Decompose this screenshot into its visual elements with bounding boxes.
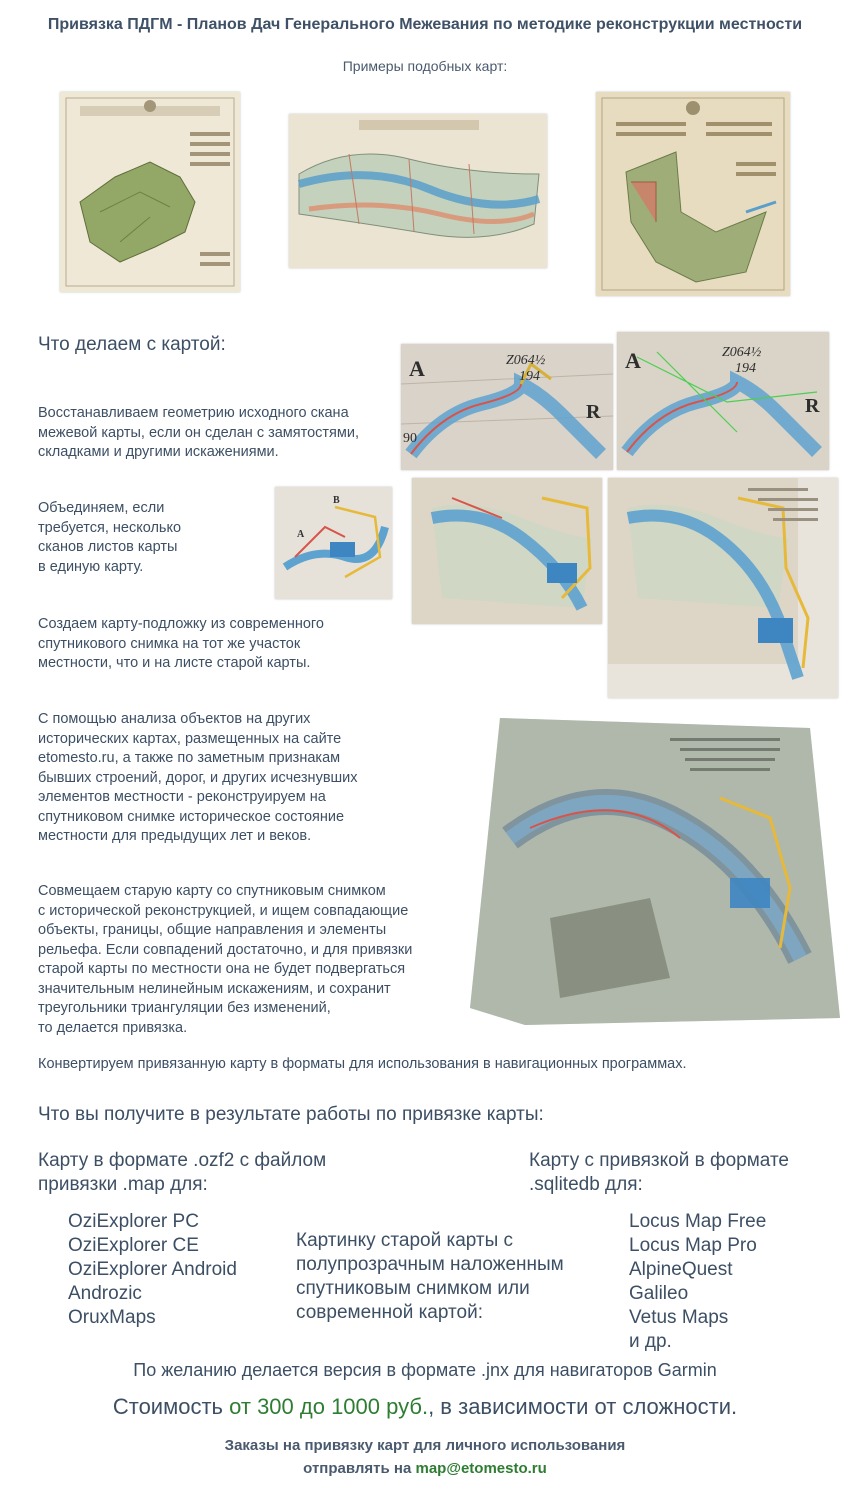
paragraph-line: в единую карту. [38,558,144,575]
paragraph-line: спутниковом снимке историческое состояние [38,808,345,825]
paragraph-line: рельефа. Если совпадений достаточно, и для привязки [38,941,413,958]
map-label-b: B [333,495,340,506]
paragraph-convert: Конвертируем привязанную карту в форматы для использования в навигационных программах. [38,1056,687,1072]
text-line: современной картой: [296,1302,483,1323]
section-heading-what: Что делаем с картой: [38,334,226,355]
map-label-r: R [805,395,820,417]
paragraph-geometry [38,404,359,463]
price-line [0,1394,850,1420]
paragraph-line: спутникового снимка на тот же участок [38,635,301,652]
merged-sheet-1 [412,478,602,624]
restored-scan [617,332,829,470]
intro-line: привязки .map для: [38,1174,208,1195]
list-item: OruxMaps [68,1307,156,1328]
paragraph-line: требуется, несколько [38,519,182,536]
example-map-2 [289,114,547,268]
list-item: Vetus Maps [629,1307,729,1328]
map-label-a: A [625,348,641,373]
list-item: и др. [629,1331,672,1352]
email-link[interactable]: map@etomesto.ru [415,1460,547,1477]
price-value: от 300 до 1000 руб. [229,1394,429,1419]
page-title: Привязка ПДГМ - Планов Дач Генерального Межевания по методике реконструкции местности [47,16,803,33]
paragraph-line: Восстанавливаем геометрию исходного скана [38,405,349,421]
map-label-number: 194 [735,361,756,376]
merged-sheet-2 [608,478,838,698]
paragraph-line: Объединяем, если [38,500,165,516]
paragraph-merge [38,499,181,577]
sqlitedb-intro [529,1149,789,1197]
overlay-image-description [296,1229,564,1325]
list-item: OziExplorer Android [68,1259,237,1280]
paragraph-line: Совмещаем старую карту со спутниковым снимком [38,883,386,899]
map-label-a: A [409,356,425,381]
paragraph-reconstruction [38,710,358,847]
example-map-3 [596,92,790,296]
list-item: AlpineQuest [629,1259,733,1280]
order-contact [0,1460,850,1477]
map-label-number: Z064½ [722,345,762,360]
paragraph-line: значительным нелинейным искажениям, и сохранит [38,980,391,997]
list-item: Locus Map Free [629,1211,767,1232]
list-item: Locus Map Pro [629,1235,757,1256]
map-label-a: A [297,529,305,540]
list-item: OziExplorer PC [68,1211,199,1232]
text-line: Картинку старой карты с [296,1230,514,1251]
price-suffix: , в зависимости от сложности. [428,1394,738,1419]
examples-caption: Примеры подобных карт: [342,58,508,74]
paragraph-line: с исторической реконструкцией, и ищем совпадающие [38,902,409,919]
section-heading-result: Что вы получите в результате работы по привязке карты: [38,1104,544,1125]
text-line: спутниковым снимком или [296,1278,530,1299]
intro-line: Карту в формате .ozf2 с файлом [38,1150,327,1171]
paragraph-line: элементов местности - реконструируем на [38,789,326,805]
paragraph-line: межевой карты, если он сделан с замятостями, [38,424,360,441]
paragraph-line: то делается привязка. [38,1019,188,1036]
ozf2-app-list [68,1210,237,1330]
ozf2-intro [38,1149,326,1197]
sqlitedb-app-list [629,1210,766,1354]
paragraph-alignment [38,882,412,1038]
paragraph-line: сканов листов карты [38,539,178,555]
sheet-fragment [275,487,392,599]
text-line: полупрозрачным наложенным [296,1254,564,1275]
price-prefix: Стоимость [112,1394,230,1419]
paragraph-line: объекты, границы, общие направления и элементы [38,922,387,938]
distorted-scan [401,344,613,470]
paragraph-satellite [38,615,324,674]
intro-line: Карту с привязкой в формате [529,1150,789,1171]
paragraph-line: старой карты по местности она не будет подвергаться [38,961,406,977]
satellite-overlay-map [470,718,840,1025]
list-item: Galileo [629,1283,689,1304]
paragraph-line: бывших строений, дорог, и других исчезнувших [38,769,358,786]
paragraph-line: местности, что и на листе старой карты. [38,655,311,671]
paragraph-line: etomesto.ru, а также по заметным признакам [38,750,341,766]
map-label-number: 90 [403,431,417,446]
paragraph-line: С помощью анализа объектов на других [38,711,311,727]
paragraph-line: исторических картах, размещенных на сайте [38,730,342,747]
paragraph-line: Создаем карту-подложку из современного [38,616,324,632]
map-label-number: 194 [519,369,540,384]
paragraph-line: местности для предыдущих лет и веков. [38,828,312,844]
map-label-number: Z064½ [506,353,546,368]
paragraph-line: складками и другими искажениями. [38,444,279,460]
order-note: Заказы на привязку карт для личного использования [224,1437,626,1454]
contact-prefix: отправлять на [303,1460,416,1477]
list-item: OziExplorer CE [68,1235,199,1256]
paragraph-line: треугольники триангуляции без изменений, [38,1000,331,1016]
intro-line: .sqlitedb для: [529,1174,643,1195]
example-map-1 [60,92,240,292]
list-item: Androzic [68,1283,142,1304]
garmin-note: По желанию делается версия в формате .jnx для навигаторов Garmin [133,1360,717,1380]
map-label-r: R [586,401,601,423]
